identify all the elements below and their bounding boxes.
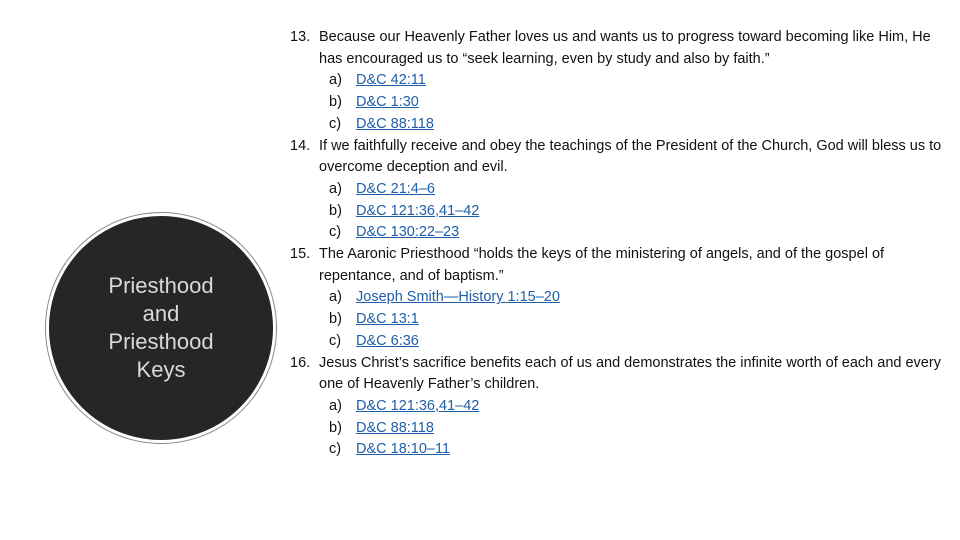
statement-text: The Aaronic Priesthood “holds the keys of the ministering of angels, and of the gospel of repentance, and of baptism.” (319, 246, 885, 284)
reference-item (319, 287, 955, 309)
reference-letter: a) (329, 289, 342, 306)
scripture-link[interactable]: D&C 21:4–6 (356, 180, 435, 197)
reference-item (319, 439, 955, 461)
statement-number: 14. (290, 137, 311, 154)
title-circle (46, 213, 276, 443)
reference-letter: b) (329, 202, 342, 219)
reference-letter: a) (329, 180, 342, 197)
reference-item (319, 418, 955, 440)
reference-item (319, 331, 955, 353)
statement-item (290, 353, 955, 462)
statement-item (290, 136, 955, 245)
reference-letter: a) (329, 72, 342, 89)
scripture-link[interactable]: D&C 121:36,41–42 (356, 202, 480, 219)
statement-text: Because our Heavenly Father loves us and wants us to progress toward becoming like Him, He has encouraged us to “seek learning, even by study and also by faith.” (319, 29, 931, 67)
reference-letter: c) (329, 332, 342, 349)
statement-item (290, 27, 955, 136)
title-line: Priesthood (108, 273, 214, 298)
reference-item (319, 309, 955, 331)
reference-letter: c) (329, 115, 342, 132)
scripture-link[interactable]: D&C 42:11 (356, 72, 426, 89)
reference-item (319, 114, 955, 136)
scripture-link[interactable]: D&C 121:36,41–42 (356, 397, 480, 414)
scripture-link[interactable]: D&C 88:118 (356, 115, 434, 132)
reference-item (319, 70, 955, 92)
statement-text: Jesus Christ’s sacrifice benefits each of us and demonstrates the infinite worth of each and every one of Heavenly Father’s children. (319, 354, 941, 393)
scripture-link[interactable]: D&C 13:1 (356, 311, 419, 328)
scripture-link[interactable]: D&C 6:36 (356, 332, 419, 349)
scripture-link[interactable]: D&C 130:22–23 (356, 224, 460, 241)
reference-letter: c) (329, 441, 342, 458)
reference-letter: b) (329, 419, 342, 436)
statement-number: 16. (290, 354, 311, 371)
reference-letter: b) (329, 94, 342, 111)
reference-item (319, 201, 955, 223)
title-line: and (142, 301, 180, 326)
title-line: Priesthood (108, 329, 214, 354)
scripture-link[interactable]: D&C 1:30 (356, 94, 419, 111)
statement-list (290, 27, 955, 461)
scripture-link[interactable]: Joseph Smith—History 1:15–20 (356, 289, 560, 306)
reference-letter: a) (329, 397, 342, 414)
slide-title (86, 272, 236, 384)
statement-number: 13. (290, 29, 311, 45)
reference-list (319, 287, 955, 352)
reference-item (319, 396, 955, 418)
scripture-link[interactable]: D&C 88:118 (356, 419, 434, 436)
reference-list (319, 70, 955, 135)
reference-letter: b) (329, 311, 342, 328)
reference-list (319, 179, 955, 244)
reference-item (319, 92, 955, 114)
statement-item (290, 244, 955, 353)
title-line: Keys (136, 357, 186, 382)
reference-list (319, 396, 955, 461)
scripture-link[interactable]: D&C 18:10–11 (356, 441, 451, 458)
statement-number: 15. (290, 246, 311, 263)
reference-letter: c) (329, 224, 342, 241)
statement-text: If we faithfully receive and obey the teachings of the President of the Church, God will bless us to overcome deception and evil. (319, 137, 942, 176)
reference-item (319, 179, 955, 201)
reference-item (319, 222, 955, 244)
